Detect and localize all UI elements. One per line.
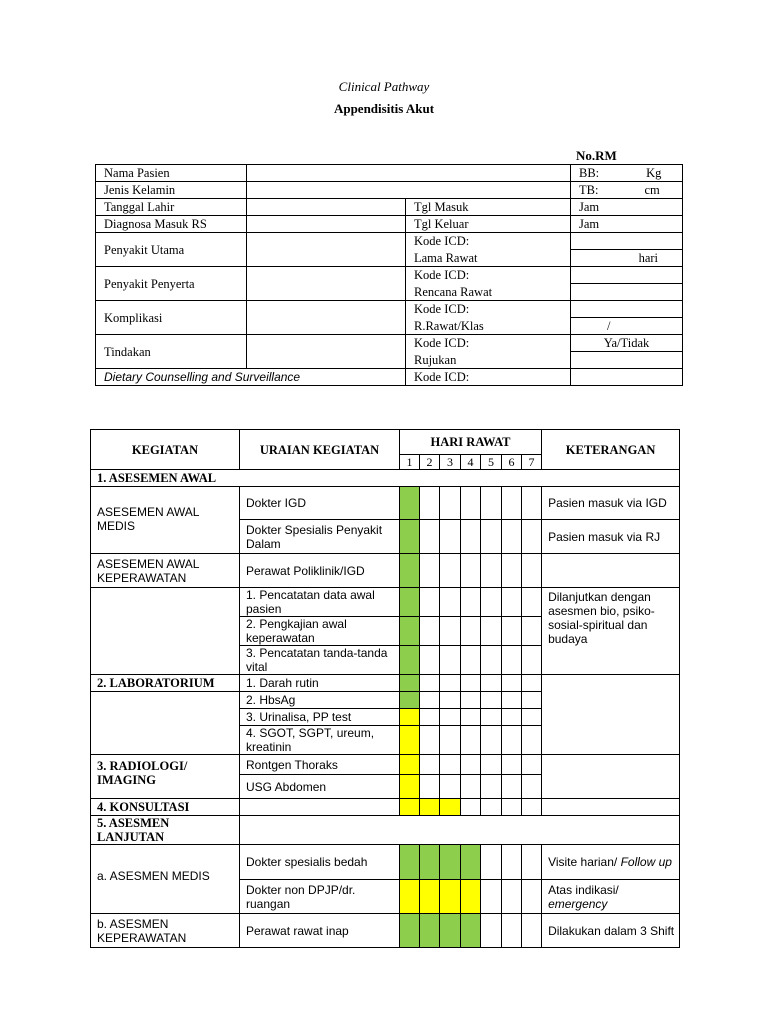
cell-green xyxy=(400,520,420,554)
bb-cell: BB: Kg xyxy=(571,165,683,182)
cell-yellow xyxy=(400,799,420,816)
label-asesmen-keperawatan: b. ASESMEN KEPERAWATAN xyxy=(91,914,240,948)
usg-abdomen: USG Abdomen xyxy=(240,775,400,799)
jam-masuk: Jam xyxy=(571,199,683,216)
label-nama-pasien: Nama Pasien xyxy=(96,165,247,182)
day-6: 6 xyxy=(502,455,522,470)
ket-visite: Visite harian/ Follow up xyxy=(542,845,680,880)
kode-icd-label: Kode ICD: xyxy=(414,268,470,282)
cell-green xyxy=(461,845,481,880)
label-asesmen-awal-keperawatan: ASESEMEN AWAL KEPERAWATAN xyxy=(91,554,240,588)
cell-green xyxy=(400,588,420,617)
perawat-rawat-inap: Perawat rawat inap xyxy=(240,914,400,948)
day-3: 3 xyxy=(440,455,461,470)
label-tindakan: Tindakan xyxy=(96,335,247,369)
ket-dilanjutkan: Dilanjutkan dengan asesmen bio, psiko-sosial-spiritual dan budaya xyxy=(542,588,680,675)
cell-green xyxy=(440,845,461,880)
lama-rawat-label: Lama Rawat xyxy=(414,250,478,265)
section-asesmen-lanjutan: 5. ASESMEN LANJUTAN xyxy=(91,816,240,845)
cell-green xyxy=(461,914,481,948)
pengkajian-awal: 2. Pengkajian awal keperawatan xyxy=(240,617,400,646)
dokter-spesialis-bedah: Dokter spesialis bedah xyxy=(240,845,400,880)
cell-yellow xyxy=(400,755,420,775)
col-hari-rawat: HARI RAWAT xyxy=(400,430,542,455)
hari-label: hari xyxy=(638,250,658,265)
label-penyakit-penyerta: Penyakit Penyerta xyxy=(96,267,247,301)
no-rm-label: No.RM xyxy=(576,148,617,163)
label-jenis-kelamin: Jenis Kelamin xyxy=(96,182,247,199)
cell-yellow xyxy=(400,709,420,726)
kode-icd-label: Kode ICD: xyxy=(406,369,571,386)
cell-green xyxy=(420,845,440,880)
section-konsultasi: 4. KONSULTASI xyxy=(91,799,240,816)
document-subtitle: Appendisitis Akut xyxy=(333,101,435,116)
kode-icd-label: Kode ICD: xyxy=(414,234,470,248)
cell-green xyxy=(400,692,420,709)
day-5: 5 xyxy=(481,455,502,470)
label-tanggal-lahir: Tanggal Lahir xyxy=(96,199,247,216)
rencana-rawat-label: Rencana Rawat xyxy=(414,284,493,299)
value-nama-pasien xyxy=(247,165,406,182)
cell-yellow xyxy=(400,775,420,799)
col-kegiatan: KEGIATAN xyxy=(91,430,240,470)
r-rawat-label: R.Rawat/Klas xyxy=(414,318,484,333)
cell-yellow xyxy=(420,880,440,914)
cell-yellow xyxy=(420,799,440,816)
label-diagnosa: Diagnosa Masuk RS xyxy=(96,216,247,233)
dokter-non-dpjp: Dokter non DPJP/dr. ruangan xyxy=(240,880,400,914)
day-1: 1 xyxy=(400,455,420,470)
perawat-poliklinik: Perawat Poliklinik/IGD xyxy=(240,554,400,588)
tb-cell: TB: cm xyxy=(571,182,683,199)
label-asesmen-awal-medis: ASESEMEN AWAL MEDIS xyxy=(91,487,240,554)
cell-yellow xyxy=(461,880,481,914)
kode-icd-label: Kode ICD: xyxy=(414,336,470,350)
label-tgl-keluar: Tgl Keluar xyxy=(406,216,571,233)
document-title: Clinical Pathway xyxy=(338,79,430,94)
section-asesmen-awal: 1. ASESEMEN AWAL xyxy=(91,470,680,487)
dokter-spesialis: Dokter Spesialis Penyakit Dalam xyxy=(240,520,400,554)
cell-green xyxy=(400,914,420,948)
pencatatan-data-awal: 1. Pencatatan data awal pasien xyxy=(240,588,400,617)
cell-yellow xyxy=(440,799,461,816)
cell-green xyxy=(400,845,420,880)
cell-green xyxy=(400,675,420,692)
col-keterangan: KETERANGAN xyxy=(542,430,680,470)
ket-igd: Pasien masuk via IGD xyxy=(542,487,680,520)
cell-yellow xyxy=(400,880,420,914)
kode-icd-label: Kode ICD: xyxy=(414,302,470,316)
label-komplikasi: Komplikasi xyxy=(96,301,247,335)
day-4: 4 xyxy=(461,455,481,470)
patient-info-table xyxy=(95,164,683,386)
label-asesmen-medis: a. ASESMEN MEDIS xyxy=(91,845,240,914)
slash-label: / xyxy=(607,318,611,333)
urinalisa: 3. Urinalisa, PP test xyxy=(240,709,400,726)
label-dietary: Dietary Counselling and Surveillance xyxy=(96,369,247,386)
jam-keluar: Jam xyxy=(571,216,683,233)
cell-yellow xyxy=(440,880,461,914)
ket-shift: Dilakukan dalam 3 Shift xyxy=(542,914,680,948)
rontgen-thoraks: Rontgen Thoraks xyxy=(240,755,400,775)
label-penyakit-utama: Penyakit Utama xyxy=(96,233,247,267)
cell-green xyxy=(400,617,420,646)
day-7: 7 xyxy=(522,455,542,470)
col-uraian: URAIAN KEGIATAN xyxy=(240,430,400,470)
ya-tidak-label: Ya/Tidak xyxy=(571,335,682,352)
cell-green xyxy=(420,914,440,948)
cell-green xyxy=(440,914,461,948)
darah-rutin: 1. Darah rutin xyxy=(240,675,400,692)
cell-green xyxy=(400,487,420,520)
cell-yellow xyxy=(400,726,420,755)
section-laboratorium: 2. LABORATORIUM xyxy=(91,675,240,692)
dokter-igd: Dokter IGD xyxy=(240,487,400,520)
cell-green xyxy=(400,554,420,588)
cell-green xyxy=(400,646,420,675)
rujukan-label: Rujukan xyxy=(414,352,457,367)
activity-table xyxy=(90,429,680,948)
ket-rj: Pasien masuk via RJ xyxy=(542,520,680,554)
day-2: 2 xyxy=(420,455,440,470)
hbsag: 2. HbsAg xyxy=(240,692,400,709)
pencatatan-ttv: 3. Pencatatan tanda-tanda vital xyxy=(240,646,400,675)
label-tgl-masuk: Tgl Masuk xyxy=(406,199,571,216)
section-radiologi: 3. RADIOLOGI/ IMAGING xyxy=(91,755,240,799)
ket-atas-indikasi: Atas indikasi/ emergency xyxy=(542,880,680,914)
sgot-sgpt: 4. SGOT, SGPT, ureum, kreatinin xyxy=(240,726,400,755)
